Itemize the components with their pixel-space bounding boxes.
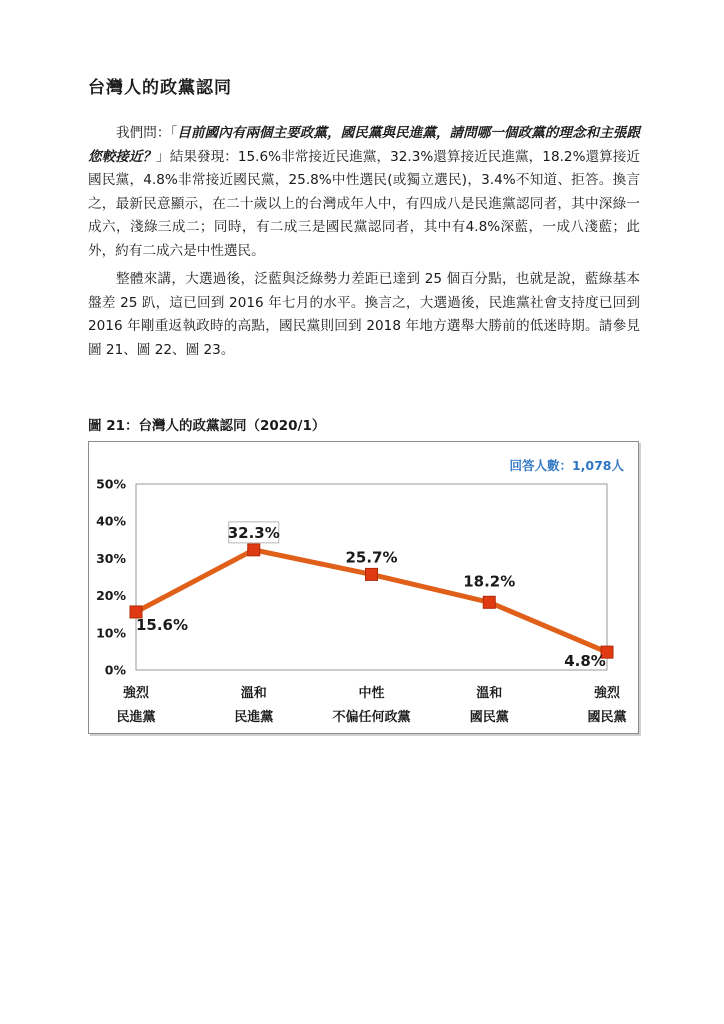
data-label: 25.7% xyxy=(345,548,398,567)
x-category-label-line: 民進黨 xyxy=(234,710,274,725)
x-category-label-line: 國民黨 xyxy=(587,710,627,725)
respondent-count: 回答人數：1,078人 xyxy=(509,458,624,473)
data-label: 32.3% xyxy=(227,523,280,542)
y-tick-label: 50% xyxy=(96,476,126,492)
data-point-marker xyxy=(483,596,495,608)
x-category-label xyxy=(434,682,544,730)
x-category-label xyxy=(552,682,662,730)
data-label: 18.2% xyxy=(463,572,516,591)
x-category-label-line: 強烈 xyxy=(593,686,620,701)
x-category-label-line: 不偏任何政黨 xyxy=(332,710,411,725)
x-category-label xyxy=(199,682,309,730)
x-category-label xyxy=(317,682,427,730)
data-point-marker xyxy=(248,544,260,556)
y-tick-label: 40% xyxy=(96,513,126,529)
x-category-label-line: 溫和 xyxy=(476,686,503,701)
x-category-label-line: 民進黨 xyxy=(116,710,156,725)
question-lead: 我們問：「 xyxy=(116,125,178,141)
y-tick-label: 30% xyxy=(96,550,126,566)
x-category-label xyxy=(81,682,191,730)
x-category-label-line: 中性 xyxy=(358,686,385,701)
y-tick-label: 10% xyxy=(96,625,126,641)
survey-findings: 」結果發現：15.6%非常接近民進黨，32.3%還算接近民進黨，18.2%還算接近國民黨，4.8%非常接近國民黨，25.8%中性選民(或獨立選民)，3.4%不知道、拒答。換言之，最新民意顯示，在二十歲以上的台灣成年人中，有四成八是民進黨認同者，其中深綠一成六，淺綠三成二；同時，有二成三是國民黨認同者，其中有4.8%深藍，一成八淺藍；此外，約有二成六是中性選民。 xyxy=(88,148,640,259)
data-label: 4.8% xyxy=(564,652,606,671)
paragraph-summary: 整體來講，大選過後，泛藍與泛綠勢力差距已達到 25 個百分點，也就是說，藍綠基本盤差 25 趴，這已回到 2016 年七月的水平。換言之，大選過後，民進黨社會支持度已回到 2016 年剛重返執政時的高點，國民黨則回到 2018 年地方選舉大勝前的低迷時期。請參見圖 21、圖 22、圖 23。 xyxy=(88,271,640,358)
paragraph-survey-results xyxy=(88,122,640,263)
data-point-marker xyxy=(366,568,378,580)
x-category-label-line: 強烈 xyxy=(122,686,149,701)
page-title: 台灣人的政黨認同 xyxy=(88,78,232,98)
y-tick-label: 0% xyxy=(104,662,126,678)
party-identification-chart xyxy=(88,441,639,734)
survey-question: 目前國內有兩個主要政黨，國民黨與民進黨，請問哪一個政黨的理念和主張跟您較接近？ xyxy=(88,125,641,165)
x-category-label-line: 溫和 xyxy=(240,686,267,701)
figure-caption: 圖 21：台灣人的政黨認同（2020/1） xyxy=(88,418,326,434)
x-category-label-line: 國民黨 xyxy=(469,710,509,725)
y-tick-label: 20% xyxy=(96,588,126,604)
data-label: 15.6% xyxy=(135,615,189,634)
